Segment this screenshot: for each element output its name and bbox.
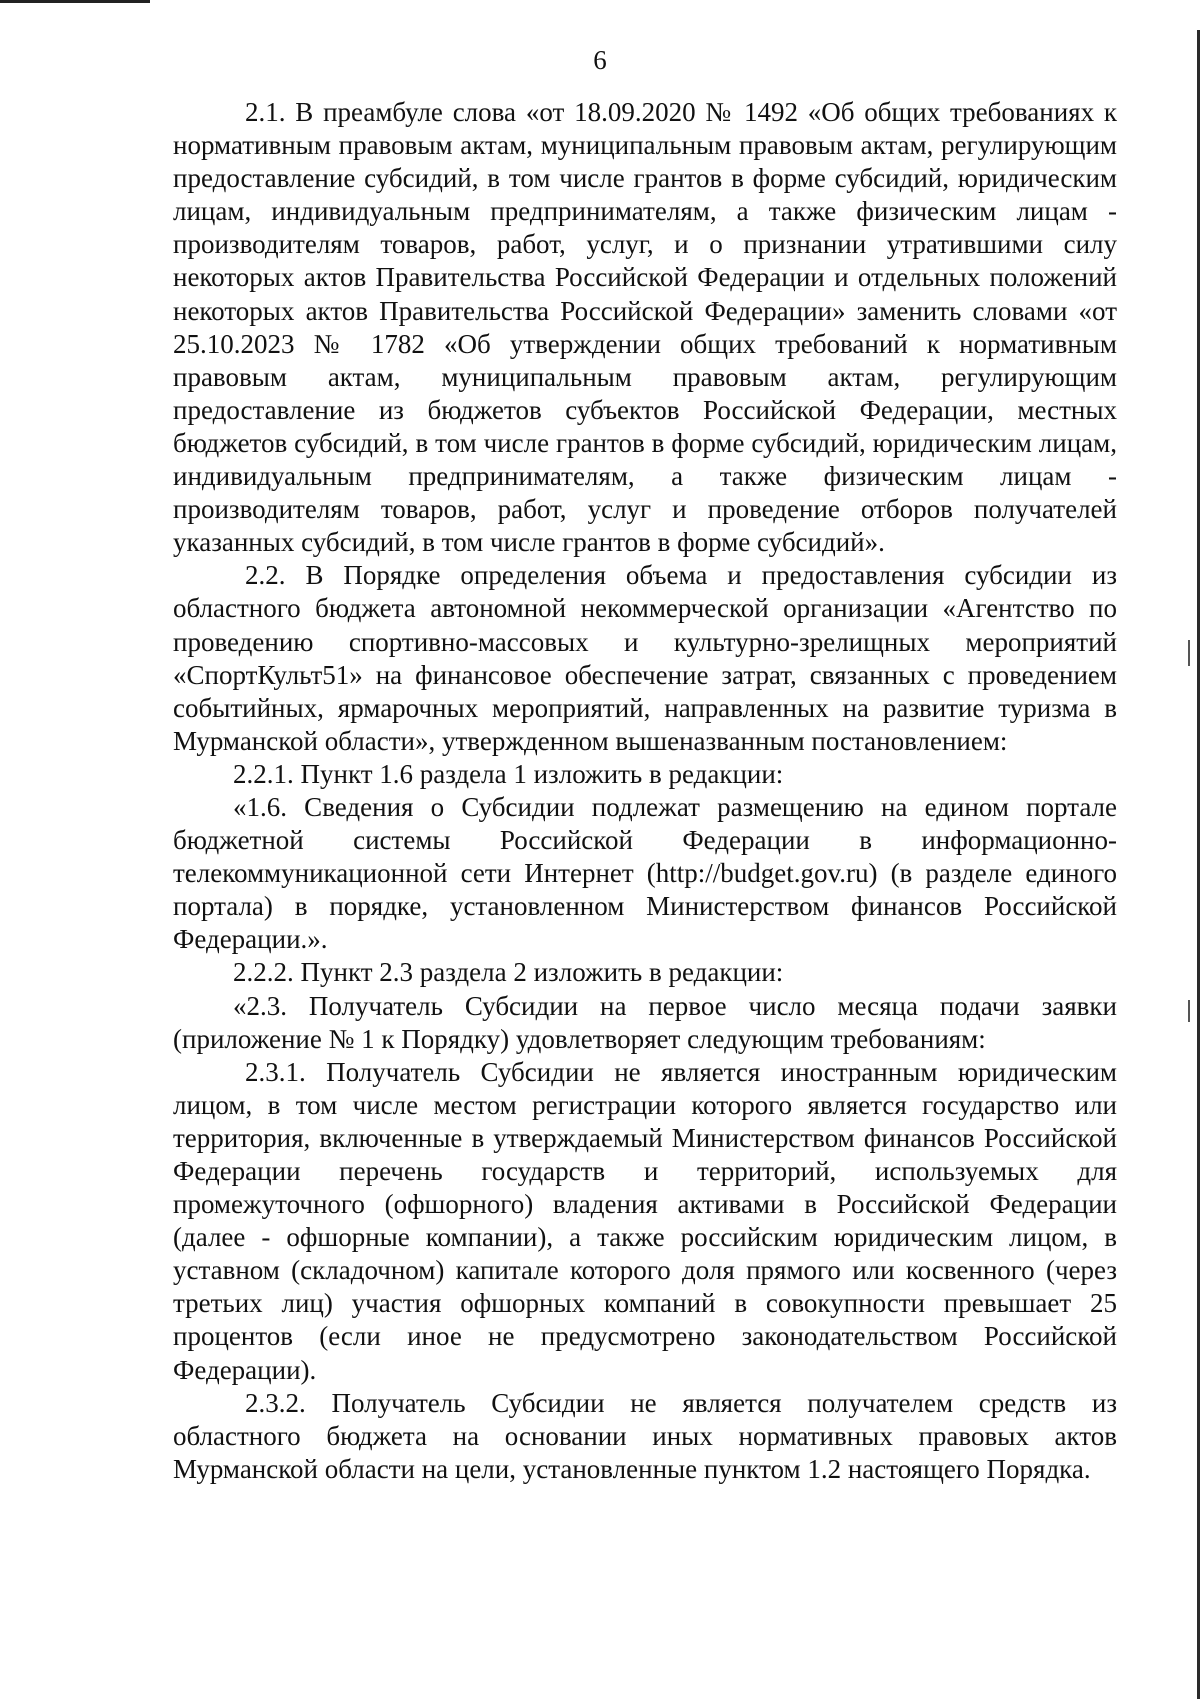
paragraph-2-2-1: 2.2.1. Пункт 1.6 раздела 1 изложить в редакции: [233, 758, 784, 789]
page-number: 6 [593, 45, 607, 75]
scan-artifact-top-line [0, 0, 150, 3]
paragraph-2-2-2: 2.2.2. Пункт 2.3 раздела 2 изложить в редакции: [233, 957, 784, 988]
scan-artifact-tick [1188, 1000, 1190, 1022]
document-body [173, 96, 1117, 1486]
paragraph-2-3-1: 2.3.1. Получатель Субсидии не является иностранным юридическим лицом, в том числе местом регистрации которого является государство или территория, включенные в утверждаемый Министерством финансов Российской Федерации перечень государств и территорий, используемых для промежуточного (офшорного) владения активами в Российской Федерации (далее - офшорные компании), а также российским юридическим лицом, в уставном (складочном) капитале которого доля прямого или косвенного (через третьих лиц) участия офшорных компаний в совокупности превышает 25 процентов (если иное не предусмотрено законодательством Российской Федерации). [173, 1056, 1117, 1385]
paragraph-2-3-quote: «2.3. Получатель Субсидии на первое число месяца подачи заявки (приложение № 1 к Порядку) удовлетворяет следующим требованиям: [173, 990, 1117, 1054]
paragraph-2-1: 2.1. В преамбуле слова «от 18.09.2020 № 1492 «Об общих требованиях к нормативным правовым актам, муниципальным правовым актам, регулирующим предоставление субсидий, в том числе грантов в форме субсидий, юридическим лицам, индивидуальным предпринимателям, а также физическим лицам - производителям товаров, работ, услуг, и о признании утратившими силу некоторых актов Правительства Российской Федерации и отдельных положений некоторых актов Правительства Российской Федерации» заменить словами «от 25.10.2023 № 1782 «Об утверждении общих требований к нормативным правовым актам, муниципальным правовым актам, регулирующим предоставление из бюджетов субъектов Российской Федерации, местных бюджетов субсидий, в том числе грантов в форме субсидий, юридическим лицам, индивидуальным предпринимателям, а также физическим лицам - производителям товаров, работ, услуг и проведение отборов получателей указанных субсидий, в том числе грантов в форме субсидий». [173, 97, 1117, 558]
paragraph-1-6-quote: «1.6. Сведения о Субсидии подлежат размещению на едином портале бюджетной системы Российской Федерации в информационно-телекоммуникационной сети Интернет (http://budget.gov.ru) (в разделе единого портала) в порядке, установленном Министерством финансов Российской Федерации.». [173, 791, 1117, 955]
paragraph-2-2: 2.2. В Порядке определения объема и предоставления субсидии из областного бюджета автономной некоммерческой организации «Агентство по проведению спортивно-массовых и культурно-зрелищных мероприятий «СпортКульт51» на финансовое обеспечение затрат, связанных с проведением событийных, ярмарочных мероприятий, направленных на развитие туризма в Мурманской области», утвержденном вышеназванным постановлением: [173, 560, 1117, 756]
paragraph-2-3-2: 2.3.2. Получатель Субсидии не является получателем средств из областного бюджета на основании иных нормативных правовых актов Мурманской области на цели, установленные пунктом 1.2 настоящего Порядка. [173, 1387, 1117, 1484]
scan-artifact-tick [1188, 640, 1190, 666]
